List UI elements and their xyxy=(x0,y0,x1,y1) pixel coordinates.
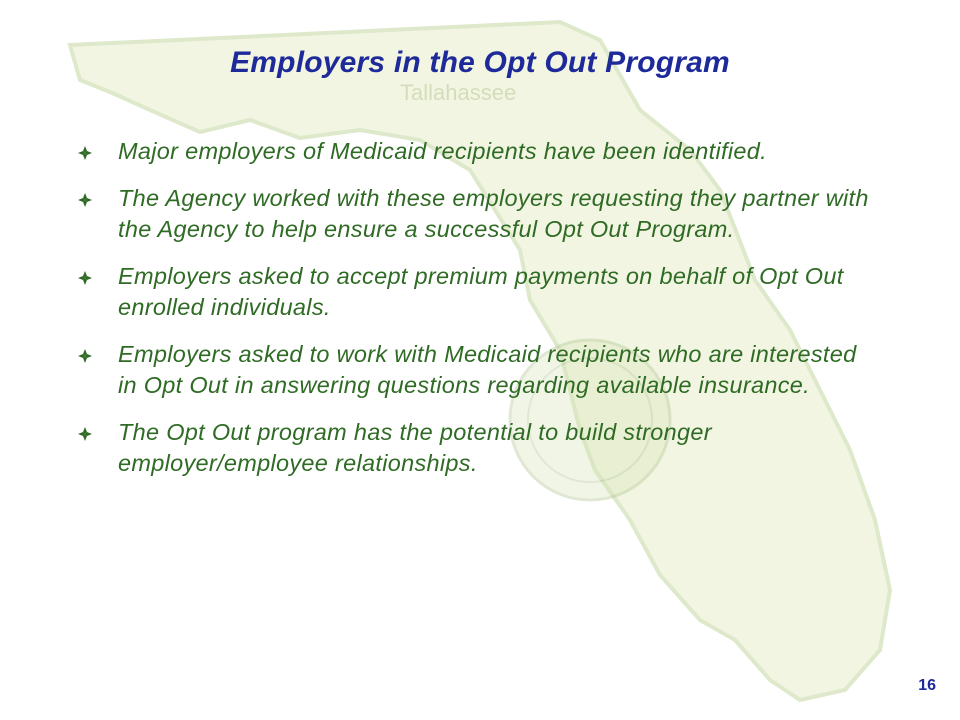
list-item xyxy=(78,417,878,479)
list-item xyxy=(78,339,878,401)
list-item xyxy=(78,261,878,323)
list-item xyxy=(78,136,878,167)
bullet-text: Major employers of Medicaid recipients have been identified. xyxy=(118,138,767,164)
four-petal-diamond-bullet-icon xyxy=(78,261,118,285)
four-petal-diamond-bullet-icon xyxy=(78,339,118,363)
page-number: 16 xyxy=(918,677,936,694)
bullet-text: The Agency worked with these employers requesting they partner with the Agency to help ensure a successful Opt Out Program. xyxy=(118,185,869,242)
watermark-label: Tallahassee xyxy=(400,80,517,105)
bullet-text: The Opt Out program has the potential to build stronger employer/employee relationships. xyxy=(118,419,712,476)
slide-title: Employers in the Opt Out Program xyxy=(230,46,730,79)
bullet-text: Employers asked to accept premium payments on behalf of Opt Out enrolled individuals. xyxy=(118,263,844,320)
four-petal-diamond-bullet-icon xyxy=(78,136,118,160)
list-item xyxy=(78,183,878,245)
four-petal-diamond-bullet-icon xyxy=(78,417,118,441)
four-petal-diamond-bullet-icon xyxy=(78,183,118,207)
bullet-text: Employers asked to work with Medicaid recipients who are interested in Opt Out in answering questions regarding available insurance. xyxy=(118,341,857,398)
bullet-list xyxy=(78,136,878,495)
